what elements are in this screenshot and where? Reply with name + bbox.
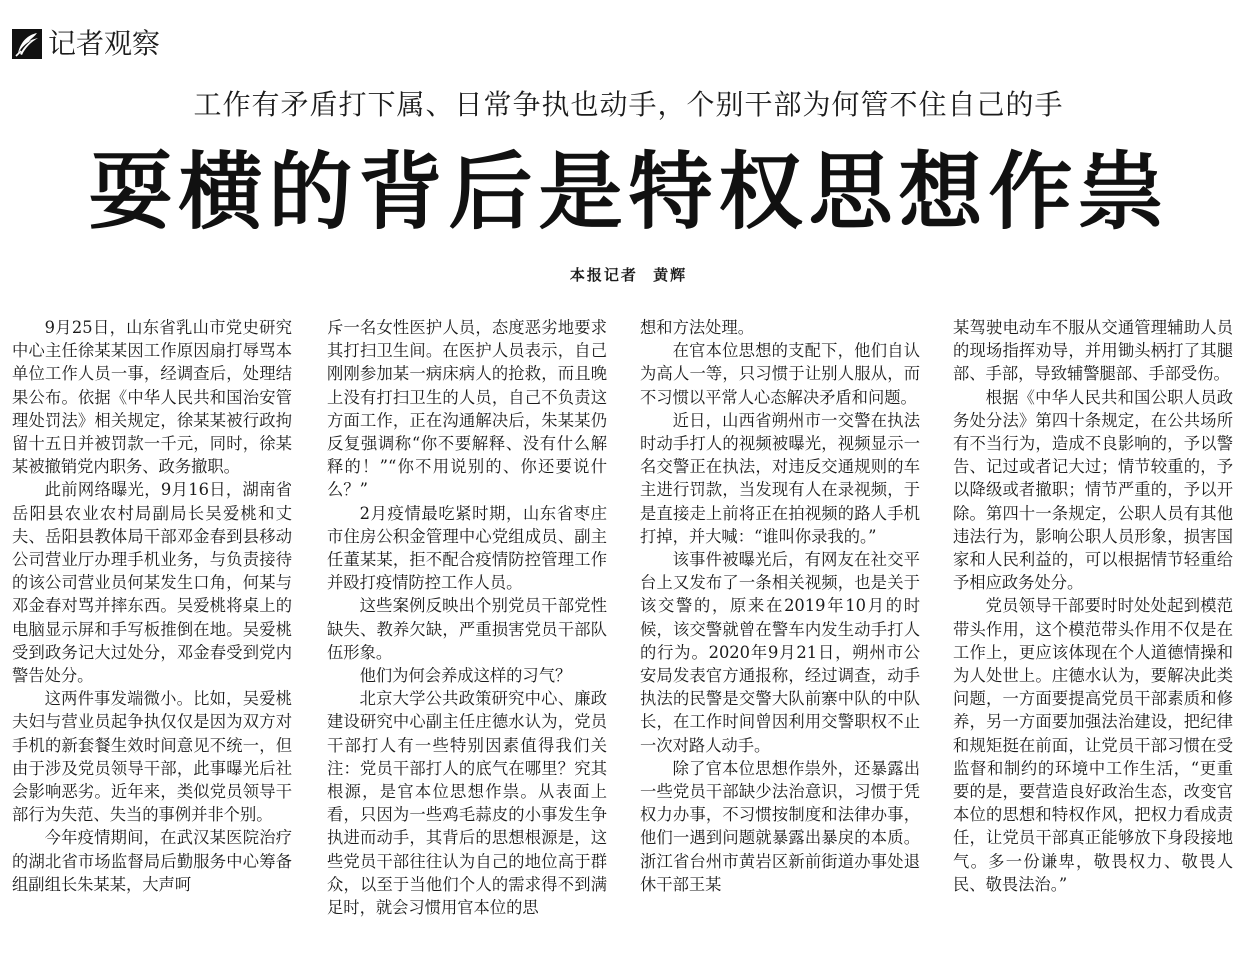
byline-role: 本报记者 — [569, 266, 638, 284]
paragraph: 9月25日，山东省乳山市党史研究中心主任徐某某因工作原因扇打辱骂本单位工作人员一事，经调查后，处理结果公布。依据《中华人民共和国治安管理处罚法》相关规定，徐某某被行政拘留十五日并被罚款一千元，同时，徐某某被撤销党内职务、政务撤职。 — [12, 318, 292, 477]
column-tag-label: 记者观察 — [48, 27, 161, 60]
paragraph: 2月疫情最吃紧时期，山东省枣庄市住房公积金管理中心党组成员、副主任董某某，拒不配合疫情防控管理工作并殴打疫情防控工作人员。 — [327, 503, 607, 593]
paragraph: 此前网络曝光，9月16日，湖南省岳阳县农业农村局副局长吴爱桃和丈夫、岳阳县教体局干部邓金春到县移动公司营业厅办理手机业务，与负责接待的该公司营业员何某发生口角，何某与邓金春对骂并摔东西。吴爱桃将桌上的电脑显示屏和手写板推倒在地。吴爱桃受到政务记大过处分，邓金春受到党内警告处分。 — [12, 480, 292, 686]
byline — [0, 264, 1257, 285]
paragraph: 党员领导干部要时时处处起到模范带头作用，这个模范带头作用不仅是在工作上，更应该体现在个人道德情操和为人处世上。庄德水认为，要解决此类问题，一方面要提高党员干部素质和修养，另一方面要加强法治建设，把纪律和规矩挺在前面，让党员干部习惯在受监督和制约的环境中工作生活，“更重要的是，要营造良好政治生态，改变官本位的思想和特权作风，把权力看成责任，让党员干部真正能够放下身段接地气。多一份谦卑，敬畏权力、敬畏人民、敬畏法治。” — [953, 596, 1233, 894]
article-column-3 — [640, 316, 920, 966]
byline-name: 黄辉 — [653, 266, 688, 284]
paragraph: 斥一名女性医护人员，态度恶劣地要求其打扫卫生间。在医护人员表示，自己刚刚参加某一病床病人的抢救，而且晚上没有打扫卫生的人员，自己不负责这方面工作，正在沟通解决后，朱某某仍反复强调称“你不要解释、没有什么解释的！”“你不用说别的、你还要说什么？” — [327, 318, 607, 500]
article-column-1 — [12, 316, 292, 966]
article-column-4 — [953, 316, 1233, 966]
feather-quill-icon — [12, 29, 42, 59]
paragraph: 想和方法处理。 — [640, 318, 754, 337]
paragraph: 该事件被曝光后，有网友在社交平台上又发布了一条相关视频，也是关于该交警的，原来在2019年10月的时候，该交警就曾在警车内发生动手打人的行为。2020年9月21日，朔州市公安局发表官方通报称，经过调查，动手执法的民警是交警大队前寨中队的中队长，在工作时间曾因利用交警职权不止一次对路人动手。 — [640, 550, 920, 755]
paragraph: 根据《中华人民共和国公职人员政务处分法》第四十条规定，在公共场所有不当行为，造成不良影响的，予以警告、记过或者记大过；情节较重的，予以降级或者撤职；情节严重的，予以开除。第四十一条规定，公职人员有其他违法行为，影响公职人员形象，损害国家和人民利益的，可以根据情节轻重给予相应政务处分。 — [953, 387, 1233, 593]
article-column-2 — [327, 316, 607, 966]
subheadline: 工作有矛盾打下属、日常争执也动手，个别干部为何管不住自己的手 — [193, 88, 1064, 121]
paragraph: 这些案例反映出个别党员干部党性缺失、教养欠缺，严重损害党员干部队伍形象。 — [327, 596, 607, 662]
paragraph: 近日，山西省朔州市一交警在执法时动手打人的视频被曝光，视频显示一名交警正在执法，对违反交通规则的车主进行罚款，当发现有人在录视频，于是直接走上前将正在拍视频的路人手机打掉，并大喊：“谁叫你录我的。” — [640, 410, 920, 546]
paragraph: 北京大学公共政策研究中心、廉政建设研究中心副主任庄德水认为，党员干部打人有一些特别因素值得我们关注：党员干部打人的底气在哪里？究其根源，是官本位思想作祟。从表面上看，只因为一些鸡毛蒜皮的小事发生争执进而动手，其背后的思想根源是，这些党员干部往往认为自己的地位高于群众，以至于当他们个人的需求得不到满足时，就会习惯用官本位的思 — [327, 689, 607, 918]
paragraph: 他们为何会养成这样的习气？ — [359, 666, 572, 686]
paragraph: 在官本位思想的支配下，他们自认为高人一等，只习惯于让别人服从，而不习惯以平常人心态解决矛盾和问题。 — [640, 341, 920, 407]
paragraph: 今年疫情期间，在武汉某医院治疗的湖北省市场监督局后勤服务中心筹备组副组长朱某某，大声呵 — [12, 828, 292, 894]
paragraph: 某驾驶电动车不服从交通管理辅助人员的现场指挥劝导，并用锄头柄打了其腿部、手部，导致辅警腿部、手部受伤。 — [953, 318, 1233, 384]
headline: 耍横的背后是特权思想作祟 — [88, 142, 1169, 241]
column-tag — [12, 26, 160, 62]
paragraph: 这两件事发端微小。比如，吴爱桃夫妇与营业员起争执仅仅是因为双方对手机的新套餐生效时间意见不统一，但由于涉及党员领导干部，此事曝光后社会影响恶劣。近年来，类似党员领导干部行为失范、失当的事例并非个别。 — [12, 689, 292, 825]
paragraph: 除了官本位思想作祟外，还暴露出一些党员干部缺少法治意识，习惯于凭权力办事，不习惯按制度和法律办事，他们一遇到问题就暴露出暴戾的本质。浙江省台州市黄岩区新前街道办事处退休干部王某 — [640, 758, 920, 894]
